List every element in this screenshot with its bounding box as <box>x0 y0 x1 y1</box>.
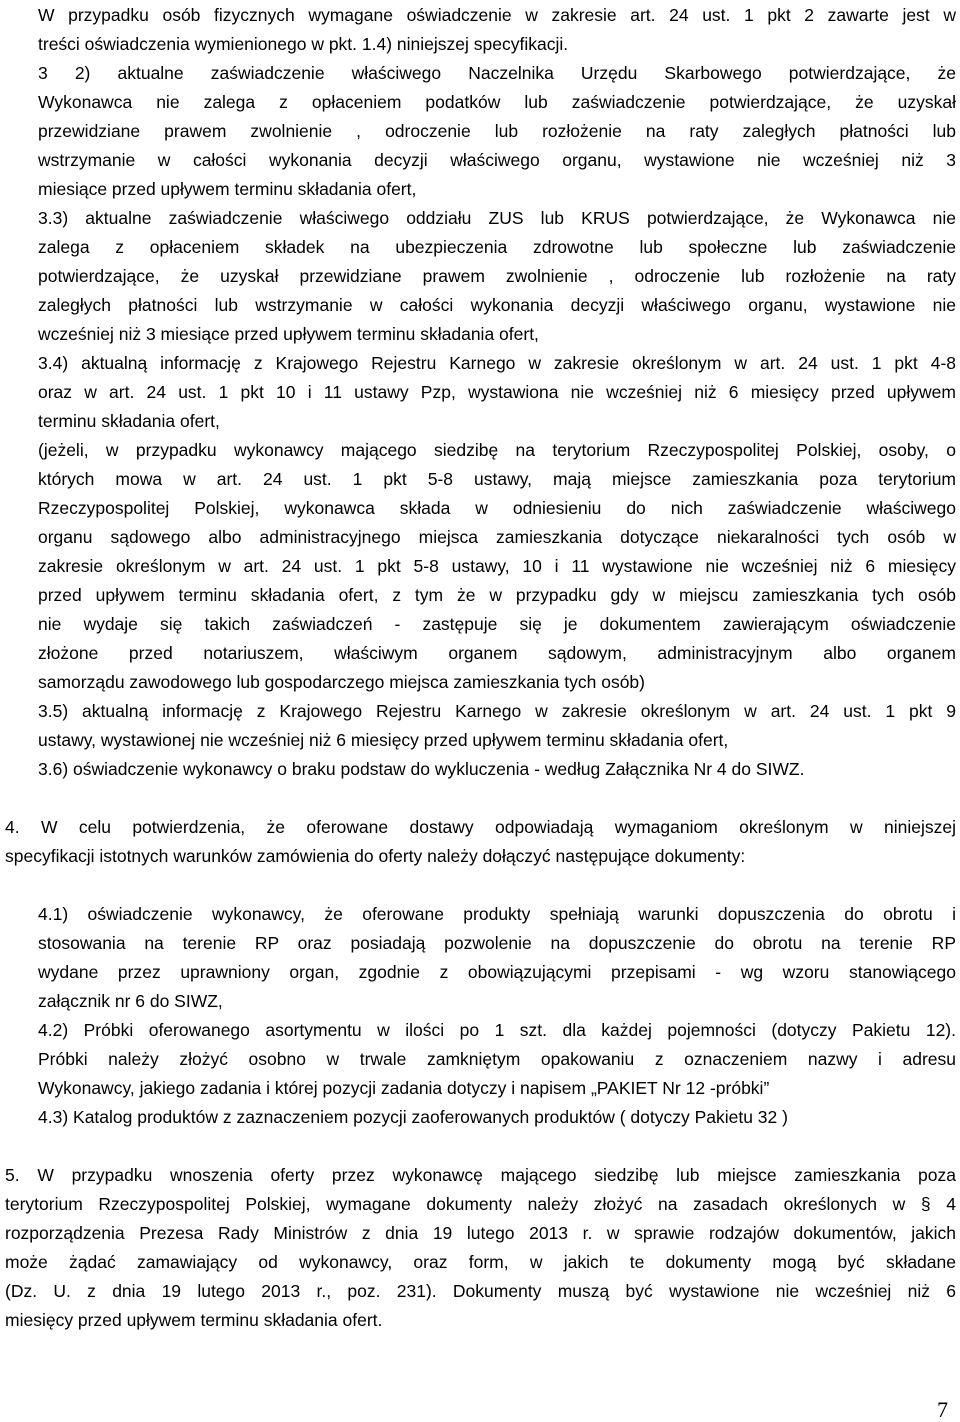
text-line: zalega z opłaceniem składek na ubezpieczenia zdrowotne lub społeczne lub zaświadczenie <box>38 237 956 257</box>
text-line: których mowa w art. 24 ust. 1 pkt 5-8 ustawy, mają miejsce zamieszkania poza terytorium <box>38 469 956 489</box>
text-line: oraz w art. 24 ust. 1 pkt 10 i 11 ustawy Pzp, wystawiona nie wcześniej niż 6 miesięcy przed upływem <box>38 382 956 402</box>
text-line: 3.5) aktualną informację z Krajowego Rejestru Karnego w zakresie określonym w art. 24 ust. 1 pkt 9 <box>38 701 956 721</box>
text-line: 3 2) aktualne zaświadczenie właściwego Naczelnika Urzędu Skarbowego potwierdzające, że <box>38 63 956 83</box>
text-line: (Dz. U. z dnia 19 lutego 2013 r., poz. 231). Dokumenty muszą być wystawione nie wcześniej niż 6 <box>5 1281 956 1301</box>
text-line: 3.3) aktualne zaświadczenie właściwego oddziału ZUS lub KRUS potwierdzające, że Wykonawca nie <box>38 208 956 228</box>
page-number: 7 <box>937 1397 948 1422</box>
text-line: miesięcy przed upływem terminu składania ofert. <box>5 1310 383 1330</box>
text-line: rozporządzenia Prezesa Rady Ministrów z dnia 19 lutego 2013 r. w sprawie rodzajów dokumentów, jakich <box>5 1223 956 1243</box>
text-line: treści oświadczenia wymienionego w pkt. 1.4) niniejszej specyfikacji. <box>38 34 569 54</box>
text-line: specyfikacji istotnych warunków zamówienia do oferty należy dołączyć następujące dokumenty: <box>5 846 746 866</box>
text-line: wcześniej niż 3 miesiące przed upływem terminu składania ofert, <box>38 324 539 344</box>
text-line: (jeżeli, w przypadku wykonawcy mającego siedzibę na terytorium Rzeczypospolitej Polskiej, osoby, o <box>38 440 956 460</box>
text-line: 3.4) aktualną informację z Krajowego Rejestru Karnego w zakresie określonym w art. 24 ust. 1 pkt 4-8 <box>38 353 956 373</box>
text-line: organu sądowego albo administracyjnego miejsca zamieszkania dotyczące niekaralności tych osób w <box>38 527 956 547</box>
text-line: stosowania na terenie RP oraz posiadają pozwolenie na dopuszczenie do obrotu na terenie RP <box>38 933 956 953</box>
text-line: 4.2) Próbki oferowanego asortymentu w ilości po 1 szt. dla każdej pojemności (dotyczy Pakietu 12). <box>38 1020 956 1040</box>
text-line: terytorium Rzeczypospolitej Polskiej, wymagane dokumenty należy złożyć na zasadach określonych w § 4 <box>5 1194 956 1214</box>
text-line: przewidziane prawem zwolnienie , odroczenie lub rozłożenie na raty zaległych płatności lub <box>38 121 956 141</box>
text-line: 4.3) Katalog produktów z zaznaczeniem pozycji zaoferowanych produktów ( dotyczy Pakietu 32 ) <box>38 1107 788 1127</box>
text-line: 3.6) oświadczenie wykonawcy o braku podstaw do wykluczenia - według Załącznika Nr 4 do SIWZ. <box>38 759 805 779</box>
text-line: zaległych płatności lub wstrzymanie w całości wykonania decyzji właściwego organu, wystawione nie <box>38 295 956 315</box>
text-line: wydane przez uprawniony organ, zgodnie z obowiązującymi przepisami - wg wzoru stanowiącego <box>38 962 956 982</box>
section-4-text: 4. W celu potwierdzenia, że oferowane dostawy odpowiadają wymaganiom określonym w niniejszej <box>5 817 956 837</box>
text-line: potwierdzające, że uzyskał przewidziane prawem zwolnienie , odroczenie lub rozłożenie na raty <box>38 266 956 286</box>
text-line: samorządu zawodowego lub gospodarczego miejsca zamieszkania tych osób) <box>38 672 645 692</box>
text-line: ustawy, wystawionej nie wcześniej niż 6 miesięcy przed upływem terminu składania ofert, <box>38 730 729 750</box>
text-line: załącznik nr 6 do SIWZ, <box>38 991 223 1011</box>
text-line: może żądać zamawiający od wykonawcy, oraz form, w jakich te dokumenty mogą być składane <box>5 1252 956 1272</box>
text-line: terminu składania ofert, <box>38 411 220 431</box>
text-line: zakresie określonym w art. 24 ust. 1 pkt 5-8 ustawy, 10 i 11 wystawione nie wcześniej niż 6 miesięcy <box>38 556 956 576</box>
text-line: miesiące przed upływem terminu składania ofert, <box>38 179 417 199</box>
text-line: wstrzymanie w całości wykonania decyzji właściwego organu, wystawione nie wcześniej niż 3 <box>38 150 956 170</box>
text-line: Próbki należy złożyć osobno w trwale zamkniętym opakowaniu z oznaczeniem nazwy i adresu <box>38 1049 956 1069</box>
text-line: nie wydaje się takich zaświadczeń - zastępuje się je dokumentem zawierającym oświadczenie <box>38 614 956 634</box>
section-5-text: 5. W przypadku wnoszenia oferty przez wykonawcę mającego siedzibę lub miejsce zamieszkania poza <box>5 1165 956 1185</box>
text-line: 4.1) oświadczenie wykonawcy, że oferowane produkty spełniają warunki dopuszczenia do obrotu i <box>38 904 956 924</box>
text-line: Rzeczypospolitej Polskiej, wykonawca składa w odniesieniu do nich zaświadczenie właściwego <box>38 498 956 518</box>
text-line: przed upływem terminu składania ofert, z tym że w przypadku gdy w miejscu zamieszkania tych osób <box>38 585 956 605</box>
text-line: Wykonawcy, jakiego zadania i której pozycji zadania dotyczy i napisem „PAKIET Nr 12 -próbki” <box>38 1078 770 1098</box>
text-line: Wykonawca nie zalega z opłaceniem podatków lub zaświadczenie potwierdzające, że uzyskał <box>38 92 956 112</box>
text-line: W przypadku osób fizycznych wymagane oświadczenie w zakresie art. 24 ust. 1 pkt 2 zawarte jest w <box>38 5 956 25</box>
text-line: złożone przed notariuszem, właściwym organem sądowym, administracyjnym albo organem <box>38 643 956 663</box>
